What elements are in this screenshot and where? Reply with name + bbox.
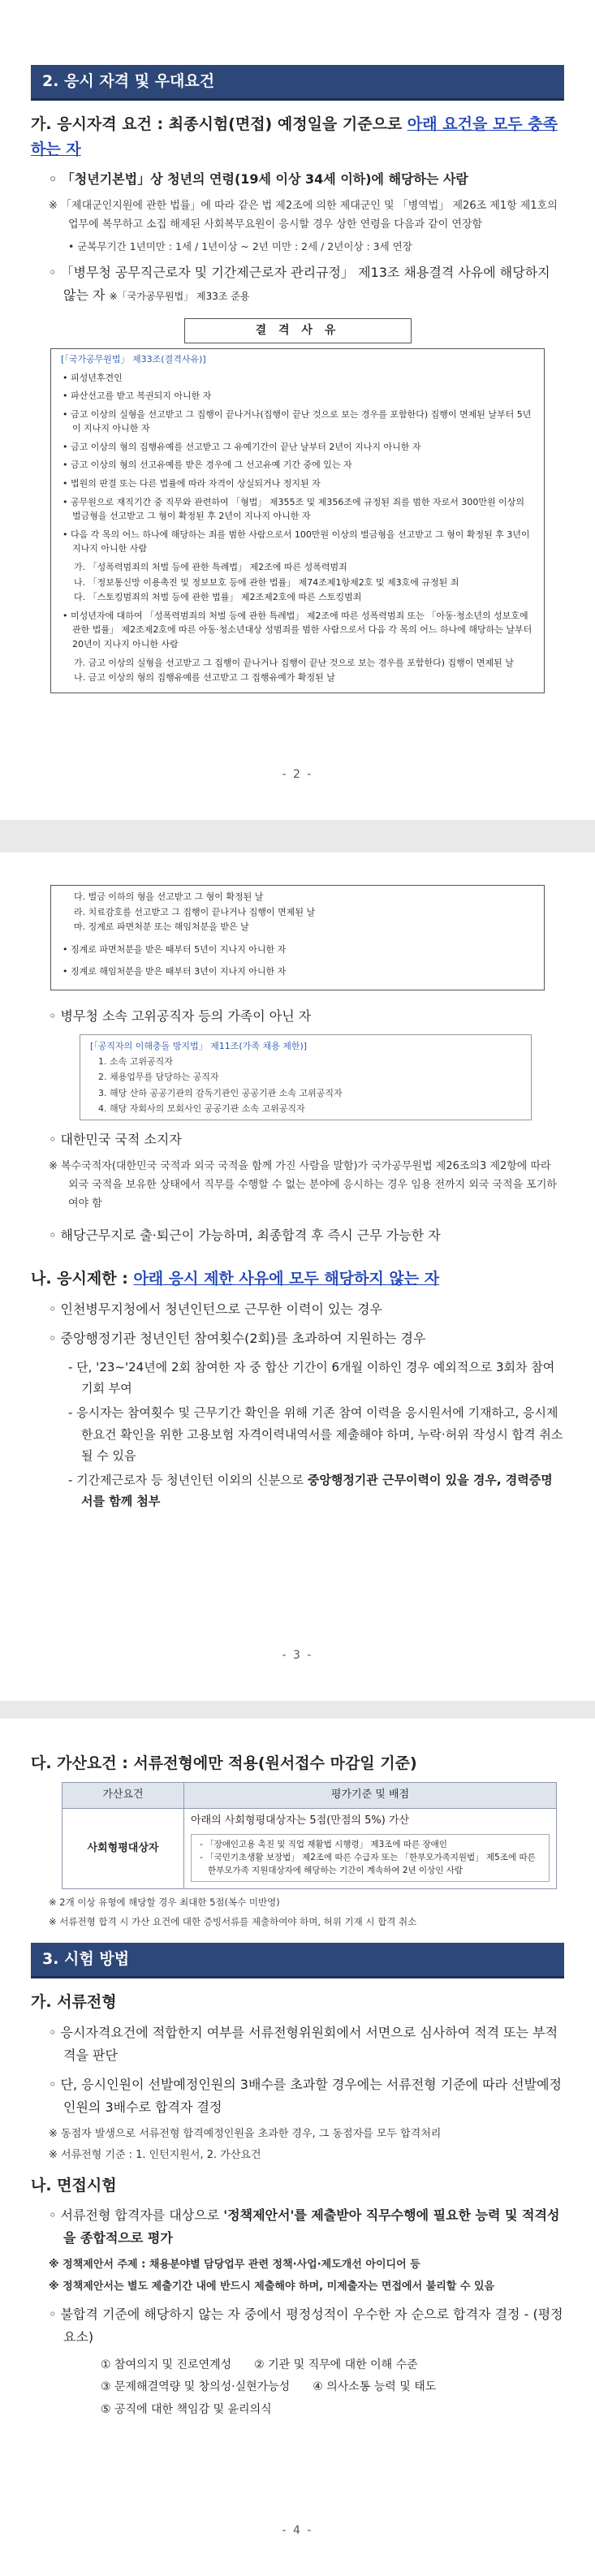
requirement-heading xyxy=(31,112,564,162)
restriction-heading xyxy=(31,1266,564,1291)
box-subrow: 마. 징계로 파면처분 또는 해임처분을 받은 날 xyxy=(74,921,249,933)
evaluation-element: ① 참여의지 및 진로연계성 xyxy=(101,2358,232,2371)
screening-item: ◦ 단, 응시인원이 선발예정인원의 3배수를 초과할 경우에는 서류전형 기준에 따라 선발예정인원의 3배수로 합격자 결정 xyxy=(49,2076,562,2115)
box-subrow: 다. 「스토킹범죄의 처벌 등에 관한 법률」 제2조제2호에 따른 스토킹범죄 xyxy=(74,592,362,603)
age-note-detail: • 군복무기간 1년미만 : 1세 / 1년이상 ~ 2년 미만 : 2세 / 2년이상 : 3세 연장 xyxy=(68,239,412,252)
age-requirement: ◦ 「청년기본법」상 청년의 연령(19세 이상 34세 이하)에 해당하는 사람 xyxy=(49,171,468,188)
section-title: 3. 시험 방법 xyxy=(31,1943,564,1978)
box-row: • 금고 이상의 실형을 선고받고 그 집행이 끝나거나(집행이 끝난 것으로 보는 경우를 포함한다) 집행이 면제된 날부터 5년이 지나지 아니한 자 xyxy=(63,408,532,434)
proposal-submit-note: ※ 정책제안서는 별도 제출기간 내에 반드시 제출해야 하며, 미제출자는 면접에서 불리할 수 있음 xyxy=(49,2280,495,2293)
box-row: • 금고 이상의 형의 집행유예를 선고받고 그 유예기간이 끝난 날부터 2년이 지나지 아니한 자 xyxy=(63,441,421,452)
box-row: • 금고 이상의 형의 선고유예를 받은 경우에 그 선고유예 기간 중에 있는 자 xyxy=(63,460,352,471)
disqualification-requirement xyxy=(31,261,564,307)
box-row: 2. 채용업무를 담당하는 공직자 xyxy=(98,1072,219,1083)
disqualification-box xyxy=(50,348,545,693)
box-row: • 공무원으로 재직기간 중 직무와 관련하여 「형법」 제355조 및 제356조에 규정된 죄를 범한 자로서 300만원 이상의 벌금형을 선고받고 그 형이 확정된 후 2년이 지나지 아니한 자 xyxy=(63,496,524,522)
detail-text: - 기간제근로자 등 청년인턴 이외의 신분으로 xyxy=(68,1473,308,1488)
document-page-3 xyxy=(0,852,595,1701)
section-title: 2. 응시 자격 및 우대요건 xyxy=(31,65,564,101)
table-note: ※ 2개 이상 유형에 해당할 경우 최대한 5점(복수 미반영) xyxy=(49,1896,280,1908)
heading-link-text: 아래 응시 제한 사유에 모두 해당하지 않는 자 xyxy=(133,1270,440,1288)
evaluation-elements xyxy=(31,2355,564,2375)
bonus-table xyxy=(62,1782,557,1888)
heading-link-text: 아래 요건을 모두 충족하는 자 xyxy=(31,115,558,158)
evaluation-elements xyxy=(31,2377,564,2397)
disq-text: ◦ 「병무청 공무직근로자 및 기간제근로자 관리규정」 제13조 채용결격 사유에 해당하지 않는 자 xyxy=(49,265,550,304)
box-row: 3. 해당 산하 공공기관의 감독기관인 공공기관 소속 고위공직자 xyxy=(98,1087,343,1098)
interview-item: ◦ 불합격 기준에 해당하지 않는 자 중에서 평정성적이 우수한 자 순으로 합격자 결정 - (평정요소) xyxy=(49,2306,563,2345)
box-subrow: 나. 금고 이상의 형의 집행유예를 선고받고 그 집행유예가 확정된 날 xyxy=(74,672,335,684)
conflict-law-box xyxy=(80,1034,532,1120)
interview-heading: 나. 면접시험 xyxy=(31,2177,117,2195)
box-row: • 파산선고를 받고 복권되지 아니한 자 xyxy=(63,390,212,402)
cell-text: 아래의 사회형평대상자는 5점(만점의 5%) 가산 xyxy=(191,1814,410,1827)
evaluation-element: ③ 문제해결역량 및 창의성·실현가능성 xyxy=(101,2380,291,2394)
box-row: • 법원의 판결 또는 다른 법률에 따라 자격이 상실되거나 정지된 자 xyxy=(63,478,321,490)
box-lead: [「국가공무원법」 제33조(결격사유)] xyxy=(61,353,206,365)
table-cell xyxy=(184,1809,557,1889)
criteria-row: - 「국민기초생활 보장법」 제2조에 따른 수급자 또는 「한부모가족지원법」 제5조에 따른 한부모가족 지원대상자에 해당하는 기간이 계속하여 2년 이상인 사람 xyxy=(200,1853,536,1876)
evaluation-element: ② 기관 및 직무에 대한 이해 수준 xyxy=(254,2358,418,2371)
box-subrow: 나. 「정보통신망 이용촉진 및 정보보호 등에 관한 법률」 제74조제1항제2호 및 제3호에 규정된 죄 xyxy=(74,576,459,588)
nationality-requirement: ◦ 대한민국 국적 소지자 xyxy=(49,1132,182,1148)
commute-requirement: ◦ 해당근무지로 출·퇴근이 가능하며, 최종합격 후 즉시 근무 가능한 자 xyxy=(49,1228,441,1244)
heading-text: 나. 응시제한 : xyxy=(31,1270,134,1288)
detail-bold: 중앙행정기관 근무이력이 있을 경우, 경력증명서를 함께 첨부 xyxy=(81,1473,553,1509)
age-note: ※ 「제대군인지원에 관한 법률」에 따라 같은 법 제2조에 의한 제대군인 및 「병역법」 제26조 제1항 제1호의 업무에 복무하고 소집 해제된 사회복무요원이 응시할 경우 상한 연령을 다음과 같이 연장함 xyxy=(49,200,558,231)
disq-ref: ※「국가공무원법」 제33조 준용 xyxy=(109,291,250,303)
item-bold: '정책제안서'를 제출받아 직무수행에 필요한 능력 및 적격성을 종합적으로 평가 xyxy=(63,2207,560,2246)
document-page-4 xyxy=(0,1719,595,2576)
criteria-row: - 「장애인고용 촉진 및 직업 재활법 시행령」 제3조에 따른 장애인 xyxy=(200,1839,447,1849)
page-number: - 2 - xyxy=(282,767,313,781)
family-requirement: ◦ 병무청 소속 고위공직자 등의 가족이 아닌 자 xyxy=(49,1008,312,1024)
box-lead: [「공직자의 이해충돌 방지법」 제11조(가족 채용 제한)] xyxy=(90,1040,308,1051)
restriction-detail xyxy=(31,1469,564,1512)
document-screening-heading: 가. 서류전형 xyxy=(31,1993,117,2012)
proposal-topic-note: ※ 정책제안서 주제 : 채용분야별 담당업무 관련 정책·사업·제도개선 아이디어 등 xyxy=(49,2259,420,2272)
box-subrow: 다. 벌금 이하의 형을 선고받고 그 형이 확정된 날 xyxy=(74,891,264,902)
evaluation-element: ④ 의사소통 능력 및 태도 xyxy=(313,2380,437,2394)
box-row: • 미성년자에 대하여 「성폭력범죄의 처벌 등에 관한 특례법」 제2조에 따른 성폭력범죄 또는 「아동·청소년의 성보호에 관한 법률」 제2조제2호에 따른 아동·청소년대상 성범죄를 범한 사람으로서 다음 각 목의 어느 하나에 해당하는 날부터 20년이 지나지 아니한 사람 xyxy=(63,610,532,649)
box-subrow: 가. 「성폭력범죄의 처벌 등에 관한 특례법」 제2조에 따른 성폭력범죄 xyxy=(74,562,347,573)
box-row: • 다음 각 목의 어느 하나에 해당하는 죄를 범한 사람으로서 100만원 이상의 벌금형을 선고받고 그 형이 확정된 후 3년이 지나지 아니한 사람 xyxy=(63,529,530,554)
evaluation-element: ⑤ 공직에 대한 책임감 및 윤리의식 xyxy=(101,2402,272,2416)
table-header: 평가기준 및 배점 xyxy=(184,1783,557,1809)
document-page-2 xyxy=(0,0,595,820)
evaluation-elements xyxy=(31,2400,564,2420)
screening-item: ◦ 응시자격요건에 적합한지 여부를 서류전형위원회에서 서면으로 심사하여 적격 또는 부적격을 판단 xyxy=(49,2024,558,2063)
box-row: • 피성년후견인 xyxy=(63,372,123,383)
item-text: ◦ 서류전형 합격자를 대상으로 xyxy=(49,2207,224,2224)
table-note: ※ 서류전형 합격 시 가산 요건에 대한 증빙서류를 제출하여야 하며, 허위 기재 시 합격 취소 xyxy=(49,1915,417,1927)
screening-note: ※ 서류전형 기준 : 1. 인턴지원서, 2. 가산요건 xyxy=(49,2149,261,2162)
restriction-detail: - 단, '23~'24년에 2회 참여한 자 중 합산 기간이 6개월 이하인 경우 예외적으로 3회차 참여기회 부여 xyxy=(68,1359,555,1396)
screening-note: ※ 동점자 발생으로 서류전형 합격예정인원을 초과한 경우, 그 동점자를 모두 합격처리 xyxy=(49,2127,442,2140)
box-subrow: 가. 금고 이상의 실형을 선고받고 그 집행이 끝나거나 집행이 끝난 것으로 보는 경우를 포함한다) 집행이 면제된 날 xyxy=(74,657,514,668)
table-header: 가산요건 xyxy=(63,1783,184,1809)
page-number: - 3 - xyxy=(282,1648,313,1662)
box-subrow: 라. 치료감호를 선고받고 그 집행이 끝나거나 집행이 면제된 날 xyxy=(74,906,316,917)
box-row: 1. 소속 고위공직자 xyxy=(98,1056,173,1068)
restriction-detail: - 응시자는 참여횟수 및 근무기간 확인을 위해 기존 참여 이력을 응시원서에 기재하고, 응시제한요건 확인을 위한 고용보험 자격이력내역서를 제출해야 하며, 누락·허위 작성시 합격 취소될 수 있음 xyxy=(68,1405,563,1463)
heading-text: 가. 응시자격 요건 : 최종시험(면접) 예정일을 기준으로 xyxy=(31,115,407,134)
interview-item xyxy=(31,2204,564,2250)
page-number: - 4 - xyxy=(282,2523,313,2537)
box-row: 4. 해당 자회사의 모회사인 공공기관 소속 고위공직자 xyxy=(98,1102,305,1114)
box-row: • 징계로 해임처분을 받은 때부터 3년이 지나지 아니한 자 xyxy=(63,966,287,977)
disqualification-box-title: 결 격 사 유 xyxy=(184,318,412,343)
nationality-note: ※ 복수국적자(대한민국 국적과 외국 국적을 함께 가진 사람을 말함)가 국가공무원법 제26조의3 제2항에 따라 외국 국적을 보유한 상태에서 직무를 수행할 수 없는 분야에 응시하는 경우 임용 전까지 외국 국적을 포기하여야 함 xyxy=(49,1160,557,1210)
disqualification-box-continued xyxy=(50,885,545,990)
restriction-item: ◦ 중앙행정기관 청년인턴 참여횟수(2회)를 초과하여 지원하는 경우 xyxy=(49,1330,426,1346)
restriction-item: ◦ 인천병무지청에서 청년인턴으로 근무한 이력이 있는 경우 xyxy=(49,1301,382,1317)
box-row: • 징계로 파면처분을 받은 때부터 5년이 지나지 아니한 자 xyxy=(63,943,287,955)
table-cell: 사회형평대상자 xyxy=(63,1809,184,1889)
inner-criteria-box xyxy=(191,1834,550,1882)
bonus-heading: 다. 가산요건 : 서류전형에만 적용(원서접수 마감일 기준) xyxy=(31,1754,417,1772)
